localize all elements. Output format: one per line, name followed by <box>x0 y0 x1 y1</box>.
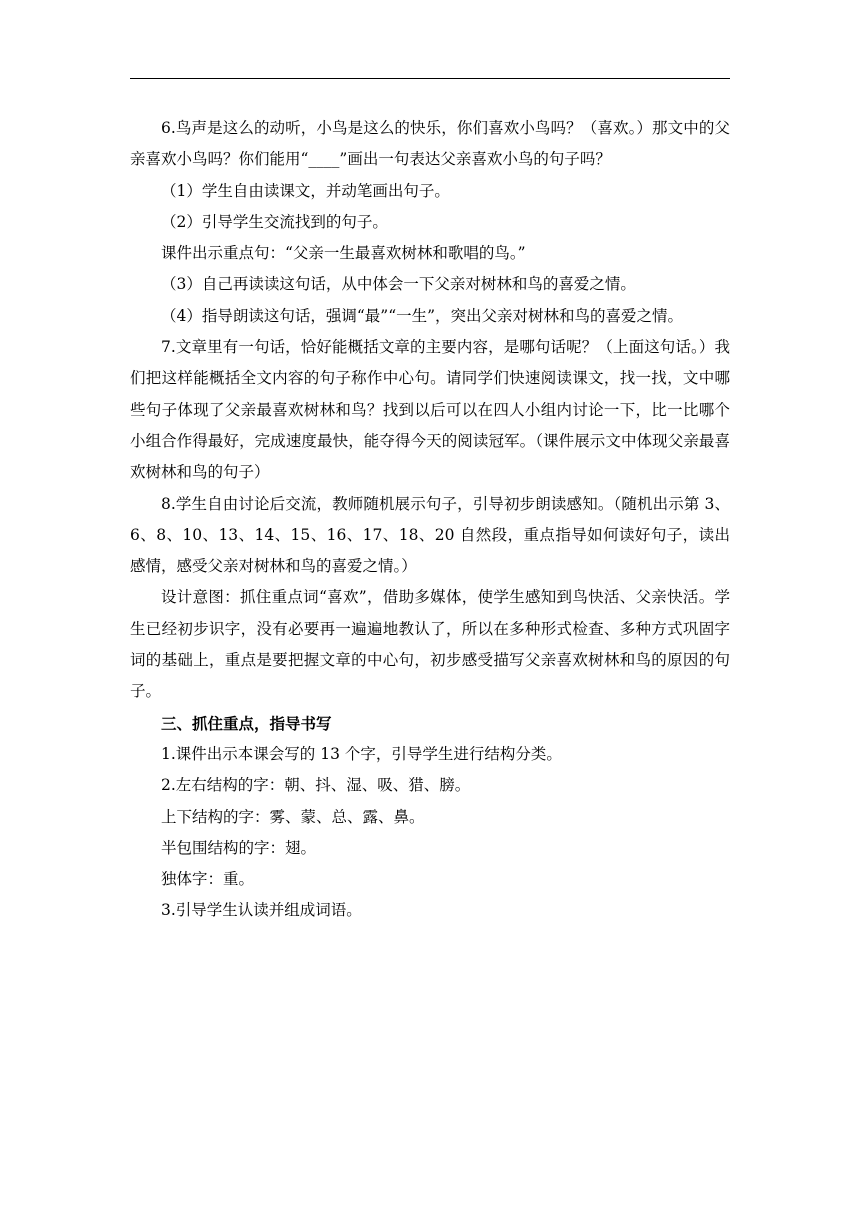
paragraph: 8.学生自由讨论后交流，教师随机展示句子，引导初步朗读感知。（随机出示第 3、6、8、10、13、14、15、16、17、18、20 自然段，重点指导如何读好句子，读出感情，感受父亲对树林和鸟的喜爱之情。） <box>130 494 730 576</box>
paragraph: 3.引导学生认读并组成词语。 <box>161 901 362 920</box>
paragraph: 课件出示重点句：“父亲一生最喜欢树林和歌唱的鸟。” <box>161 244 526 263</box>
design-intent-paragraph: 设计意图：抓住重点词“喜欢”，借助多媒体，使学生感知到鸟快活、父亲快活。学生已经初步识字，没有必要再一遍遍地教认了，所以在多种形式检查、多种方式巩固字词的基础上，重点是要把握文章的中心句，初步感受描写父亲喜欢树林和鸟的原因的句子。 <box>130 588 730 701</box>
paragraph: 7.文章里有一句话，恰好能概括文章的主要内容，是哪句话呢？（上面这句话。）我们把这样能概括全文内容的句子称作中心句。请同学们快速阅读课文，找一找，文中哪些句子体现了父亲最喜欢树林和鸟？找到以后可以在四人小组内讨论一下，比一比哪个小组合作得最好，完成速度最快，能夺得今天的阅读冠军。（课件展示文中体现父亲最喜欢树林和鸟的句子） <box>130 338 730 482</box>
paragraph: 6.鸟声是这么的动听，小鸟是这么的快乐，你们喜欢小鸟吗？（喜欢。）那文中的父亲喜欢小鸟吗？你们能用“____”画出一句表达父亲喜欢小鸟的句子吗？ <box>130 119 730 169</box>
paragraph: （1）学生自由读课文，并动笔画出句子。 <box>161 181 450 200</box>
paragraph: （3）自己再读读这句话，从中体会一下父亲对树林和鸟的喜爱之情。 <box>161 275 636 294</box>
section-heading: 三、抓住重点，指导书写 <box>161 713 332 733</box>
paragraph: 2.左右结构的字：朝、抖、湿、吸、猎、膀。 <box>161 776 471 795</box>
header-rule <box>130 78 730 79</box>
paragraph: 1.课件出示本课会写的 13 个字，引导学生进行结构分类。 <box>161 744 562 763</box>
paragraph: （2）引导学生交流找到的句子。 <box>161 212 388 231</box>
document-body <box>130 113 730 927</box>
paragraph: 上下结构的字：雾、蒙、总、露、鼻。 <box>161 807 425 826</box>
paragraph: 独体字：重。 <box>161 870 255 889</box>
paragraph: 半包围结构的字：翅。 <box>161 838 317 857</box>
paragraph: （4）指导朗读这句话，强调“最”“一生”，突出父亲对树林和鸟的喜爱之情。 <box>161 306 684 325</box>
